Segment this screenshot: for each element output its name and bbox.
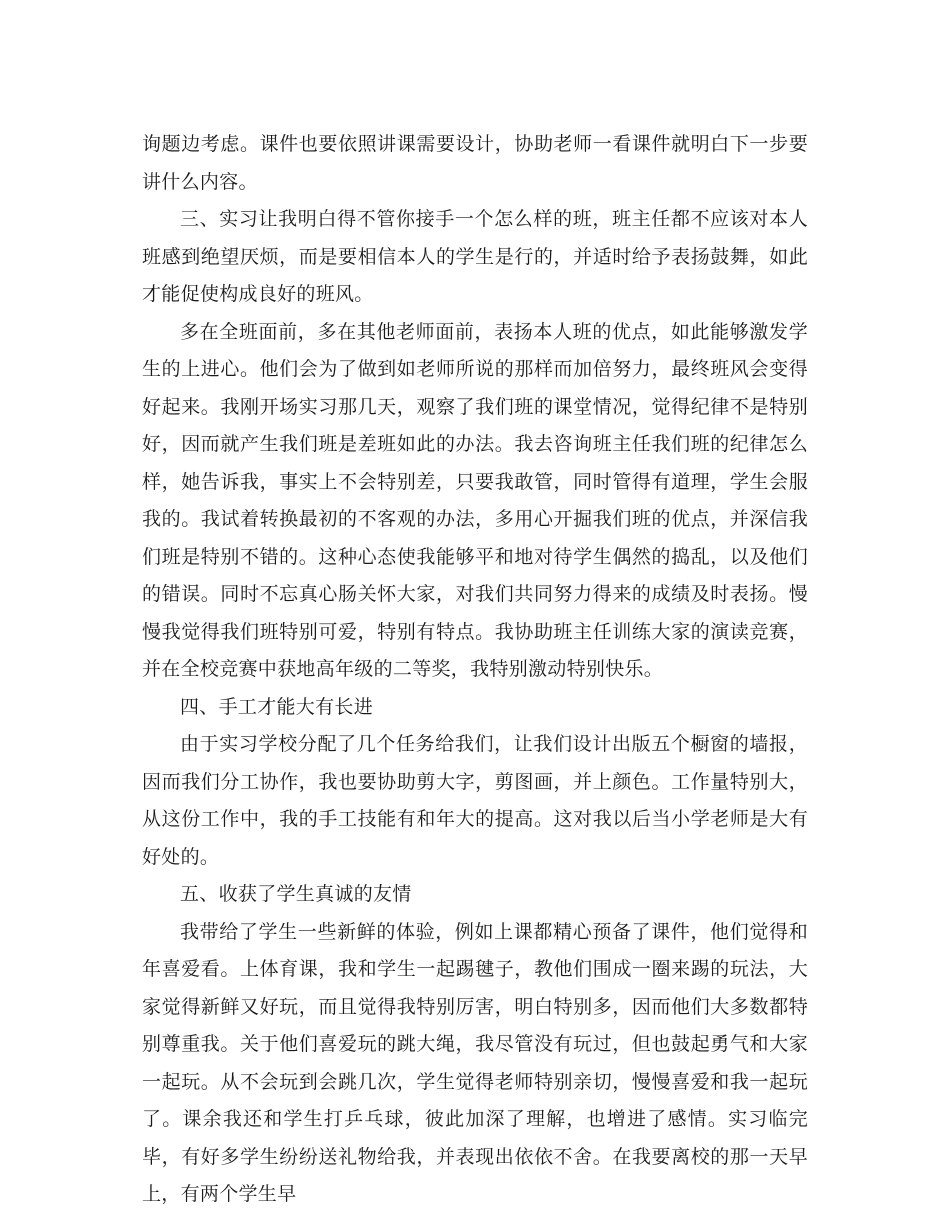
paragraph-section-three: 三、实习让我明白得不管你接手一个怎么样的班，班主任都不应该对本人班感到绝望厌烦，而是要相信本人的学生是行的，并适时给予表扬鼓舞，如此才能促使构成良好的班风。 [142, 208, 808, 305]
heading-section-five: 五、收获了学生真诚的友情 [180, 883, 412, 905]
document-body [142, 126, 808, 1214]
paragraph-praise-class: 多在全班面前，多在其他老师面前，表扬本人班的优点，如此能够激发学生的上进心。他们会为了做到如老师所说的那样而加倍努力，最终班风会变得好起来。我刚开场实习那几天，观察了我们班的课堂情况，觉得纪律不是特别好，因而就产生我们班是差班如此的办法。我去咨询班主任我们班的纪律怎么样，她告诉我，事实上不会特别差，只要我敢管，同时管得有道理，学生会服我的。我试着转换最初的不客观的办法，多用心开掘我们班的优点，并深信我们班是特别不错的。这种心态使我能够平和地对待学生偶然的捣乱，以及他们的错误。同时不忘真心肠关怀大家，对我们共同努力得来的成绩及时表扬。慢慢我觉得我们班特别可爱，特别有特点。我协助班主任训练大家的演读竞赛，并在全校竞赛中获地高年级的二等奖，我特别激动特别快乐。 [142, 320, 808, 680]
paragraph-handcraft: 由于实习学校分配了几个任务给我们，让我们设计出版五个橱窗的墙报，因而我们分工协作，我也要协助剪大字，剪图画，并上颜色。工作量特别大，从这份工作中，我的手工技能有和年大的提高。这对我以后当小学老师是大有好处的。 [142, 733, 808, 868]
paragraph-continuation: 询题边考虑。课件也要依照讲课需要设计，协助老师一看课件就明白下一步要讲什么内容。 [142, 133, 808, 193]
paragraph-friendship: 我带给了学生一些新鲜的体验，例如上课都精心预备了课件，他们觉得和年喜爱看。上体育课，我和学生一起踢毽子，教他们围成一圈来踢的玩法，大家觉得新鲜又好玩，而且觉得我特别厉害，明白特别多，因而他们大多数都特别尊重我。关于他们喜爱玩的跳大绳，我尽管没有玩过，但也鼓起勇气和大家一起玩。从不会玩到会跳几次，学生觉得老师特别亲切，慢慢喜爱和我一起玩了。课余我还和学生打乒乓球，彼此加深了理解，也增进了感情。实习临完毕，有好多学生纷纷送礼物给我，并表现出依依不舍。在我要离校的那一天早上，有两个学生早 [142, 920, 808, 1205]
heading-section-four: 四、手工才能大有长进 [180, 695, 374, 718]
